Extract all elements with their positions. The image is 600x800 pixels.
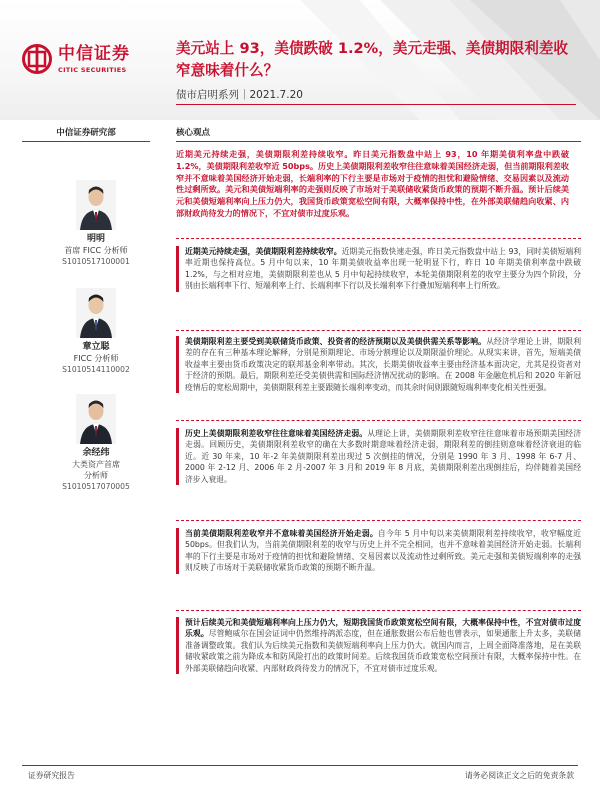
key-point-body: 近期美元指数快速走强，昨日美元指数盘中站上 93，同时美债短端利率近期也保持高位。5 月中旬以来，10 年期美债收益率出现一轮明显下行，昨日 10 年期美债利率盘中跌破 1.2%，与之相对应地，美债期限利差也从 5 月中旬起持续收窄，本轮美债期限利差的收窄主要分为四个阶段，分别由长端利率下行、短端利率上行、长端利率下行以及长端利率下行叠加短端利率上行所致。 [185,247,581,291]
analyst-title: 首席 FICC 分析师 [64,246,128,255]
analyst-photo-icon [76,288,116,338]
citic-logo [22,44,130,74]
key-point [176,617,581,674]
research-dept-heading: 中信证券研究部 [56,128,116,138]
report-header [0,0,600,120]
brand-name-cn: 中信证券 [58,43,130,64]
report-title: 美元站上 93，美债跌破 1.2%，美元走强、美债期限利差收窄意味着什么？ [176,40,569,79]
key-point-lead: 当前美债期限利差收窄并不意味着美国经济开始走弱。 [185,529,378,538]
summary-paragraph: 近期美元持续走强，美债期限利差持续收窄。昨日美元指数盘中站上 93，10 年期美债利率盘中跌破 1.2%，美债期限利差收窄近 50bps。历史上美债期限利差收窄往往意味着美国经济走弱，但当前期限利差收窄并不意味着美国经济开始走弱，长端利率的下行主要是市场对于疫情的担忧和避险情绪、交易因素以及流动性过剩所致。美元和美债短端利率的走强则反映了市场对于美联储收紧货币政策的预期不断升温。预计后续美元和美债短端利率向上压力仍大，我国货币政策宽松空间有限，大概率保持中性，在外部美联储趋向收紧、内部财政尚待发力的情况下，不宜对债市过度乐观。 [176,149,569,218]
bullet-marker [176,336,179,393]
bullet-marker [176,528,179,574]
key-point-body: 从经济学理论上讲，期限利差的存在有三种基本理论解释，分别是预期理论、市场分割理论以及期限溢价理论。从现实来讲，首先，短端美债收益率主要由货币政策决定的联邦基金利率带动。其次，长期美债收益率主要由经济基本面决定，尤其是投资者对于经济的预期。最后，期限利差还受美债供需和国际经济情况扰动的影响。在 2008 年金融危机后和 2020 年新冠疫情后的宽松周期中，美债期限利差主要跟随长端利率变动，而其余时间则跟随短端利率变化相关性更强。 [185,337,582,392]
bullet-divider [176,610,581,611]
bullet-marker [176,246,179,292]
footer-disclaimer-note: 请务必阅读正文之后的免责条款 [464,771,574,780]
analyst-title: 大类资产首席 分析师 [72,460,120,480]
key-point-lead: 历史上美债期限利差收窄往往意味着美国经济走弱。 [185,429,368,438]
key-point-text [185,528,581,574]
analyst-license-id: S1010514110002 [62,365,130,374]
bullet-divider [176,520,581,521]
analyst-card [22,288,170,375]
analyst-license-id: S1010517100001 [62,257,130,266]
key-point-text [185,246,581,292]
bullet-marker [176,617,179,674]
footer-divider [22,765,578,766]
bullet-divider [176,420,581,421]
summary-divider [176,238,581,239]
analyst-license-id: S1010517070005 [62,482,130,491]
key-point-text [185,336,581,393]
footer-report-type: 证券研究报告 [28,771,75,780]
key-point [176,528,581,574]
bullet-divider [176,330,581,331]
key-point-text [185,428,581,485]
bullet-marker [176,428,179,485]
core-views-heading: 核心观点 [176,128,211,138]
analyst-card [22,180,170,267]
sidebar-divider [22,141,150,142]
key-point [176,246,581,292]
key-point-body: 自今年 5 月中旬以来美债期限利差持续收窄，收窄幅度近 50bps。但我们认为，当前美债期限利差的收窄与历史上并不完全相同，也并不意味着美国经济开始走弱。长端利率的下行主要是市场对于疫情的担忧和避险情绪、交易因素以及流动性过剩所致。美元走强和美债短端利率的走强则反映了市场对于美联储收紧货币政策的预期不断升温。 [185,529,581,573]
report-series-date: 债市启明系列｜2021.7.20 [176,89,303,101]
brand-name-en: CITIC SECURITIES [58,65,127,74]
analyst-title: FICC 分析师 [73,354,119,363]
main-divider [176,141,581,142]
key-point-body: 从理论上讲，美债期限利差收窄往往意味着市场预期美国经济走弱。回顾历史，美债期限利差收窄的确在大多数时期意味着经济走弱，期限利差的倒挂则意味着经济衰退的临近。近 30 年来，10 年-2 年美债期限利差出现过 5 次倒挂的情况，分别是 1990 年 3 月、1998 年 6-7 月、2000 年 2-12 月、2006 年 2 月-2007 年 3 月和 2019 年 8 月底，美债期限利差出现倒挂后，均伴随着美国经济步入衰退。 [185,429,581,484]
key-point-lead: 预计后续美元和美债短端利率向上压力仍大，短期我国货币政策宽松空间有限，大概率保持中性，不宜对债市过度乐观。 [185,618,581,639]
key-point-lead: 美债期限利差主要受到美联储货币政策、投资者的经济预期以及美债供需关系等影响。 [185,337,487,346]
analyst-name: 余经纬 [82,448,110,458]
key-point [176,428,581,485]
analyst-name: 明明 [86,234,105,244]
citic-logo-icon [22,44,52,74]
key-point [176,336,581,393]
key-point-text [185,617,581,674]
analyst-name: 章立聪 [82,342,110,352]
analyst-photo-icon [76,394,116,444]
analyst-card [22,394,170,492]
header-divider [176,104,576,105]
key-point-lead: 近期美元持续走强，美债期限利差持续收窄。 [185,247,342,256]
analyst-photo-icon [76,180,116,230]
key-point-body: 尽管鲍威尔在国会证词中仍然维持鸽派态度，但在通胀数据公布后他也曾表示，如果通胀上升太多，美联储准备调整政策。我们认为后续美元指数和美债短端利率向上压力仍大。就国内而言，上周全面降准落地，是在美联储收紧政策之前为降成本和防风险打出的政策时间差。后续我国货币政策宽松空间预计有限，大概率保持中性。在外部美联储趋向收紧、内部财政尚待发力的情况下，不宜对债市过度乐观。 [185,629,582,673]
